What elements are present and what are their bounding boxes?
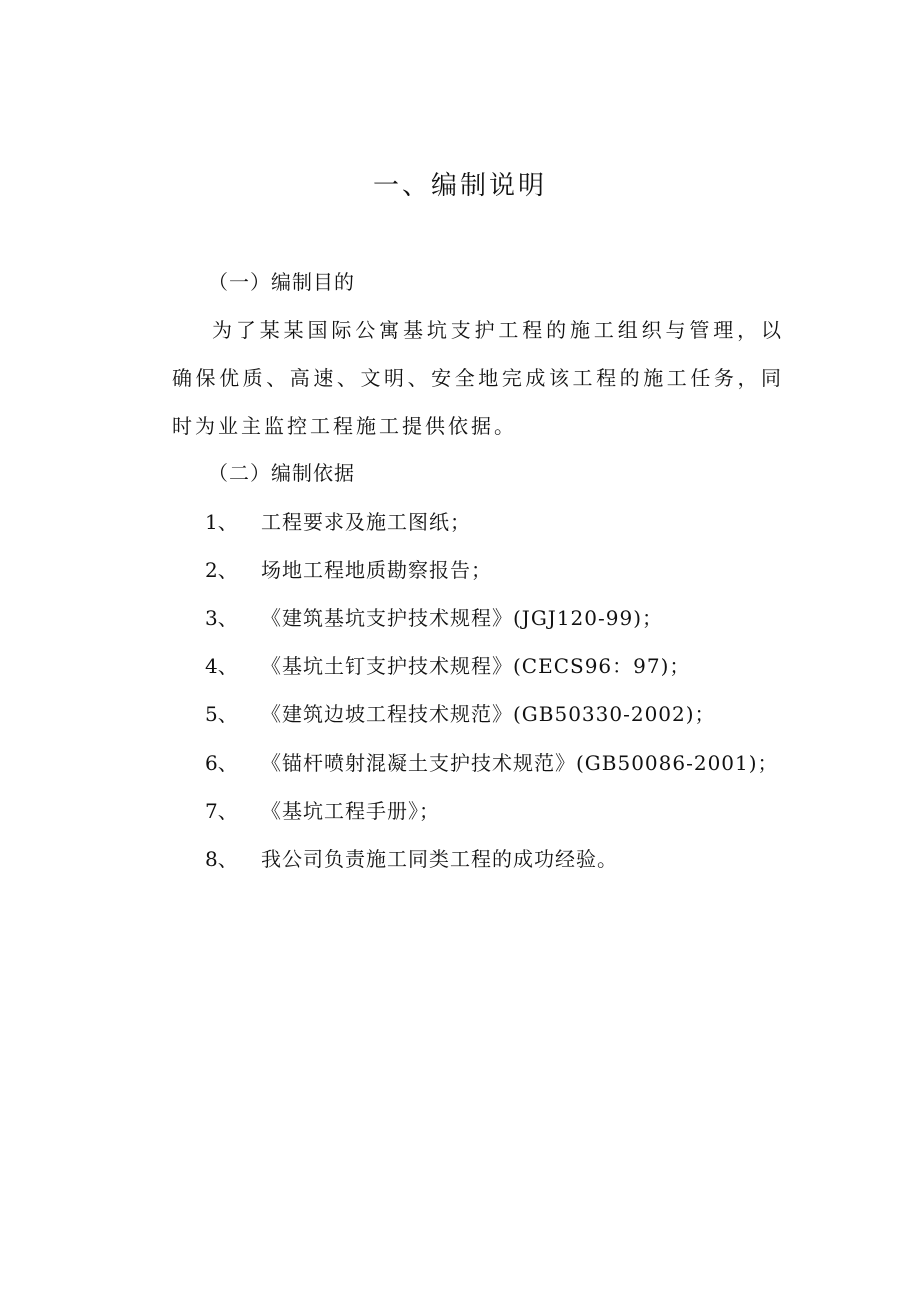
list-item-text: 《建筑基坑支护技术规程》(JGJ120-99)；: [261, 606, 663, 630]
list-item-text: 《锚杆喷射混凝土支护技术规范》(GB50086-2001)；: [261, 751, 779, 775]
list-item-number: 5、: [205, 702, 238, 726]
basis-list-item: [205, 556, 492, 584]
list-item-number: 8、: [205, 847, 238, 871]
list-item-number: 7、: [205, 799, 238, 823]
list-item-number: 1、: [205, 510, 238, 534]
list-item-text: 工程要求及施工图纸；: [261, 510, 471, 534]
basis-list-item: [205, 604, 663, 632]
purpose-paragraph: 为了某某国际公寓基坑支护工程的施工组织与管理，以确保优质、高速、文明、安全地完成该工程的施工任务，同时为业主监控工程施工提供依据。: [172, 318, 784, 438]
list-item-number: 6、: [205, 751, 238, 775]
basis-list-item: [205, 845, 618, 873]
basis-list-item: [205, 749, 779, 777]
basis-list-item: [205, 652, 690, 680]
list-item-text: 《基坑土钉支护技术规程》(CECS96：97)；: [261, 654, 691, 678]
section-heading-purpose: （一）编制目的: [208, 270, 355, 294]
basis-list-item: [205, 797, 440, 825]
page-title: 一、编制说明: [372, 171, 547, 201]
list-item-text: 《基坑工程手册》；: [261, 799, 440, 823]
section-heading-basis: （二）编制依据: [208, 461, 355, 485]
list-item-text: 场地工程地质勘察报告；: [261, 558, 492, 582]
list-item-number: 2、: [205, 558, 238, 582]
basis-list-item: [205, 508, 471, 536]
list-item-number: 4、: [205, 654, 238, 678]
list-item-text: 《建筑边坡工程技术规范》(GB50330-2002)；: [261, 702, 716, 726]
list-item-number: 3、: [205, 606, 238, 630]
basis-list-item: [205, 700, 716, 728]
list-item-text: 我公司负责施工同类工程的成功经验。: [261, 847, 618, 871]
